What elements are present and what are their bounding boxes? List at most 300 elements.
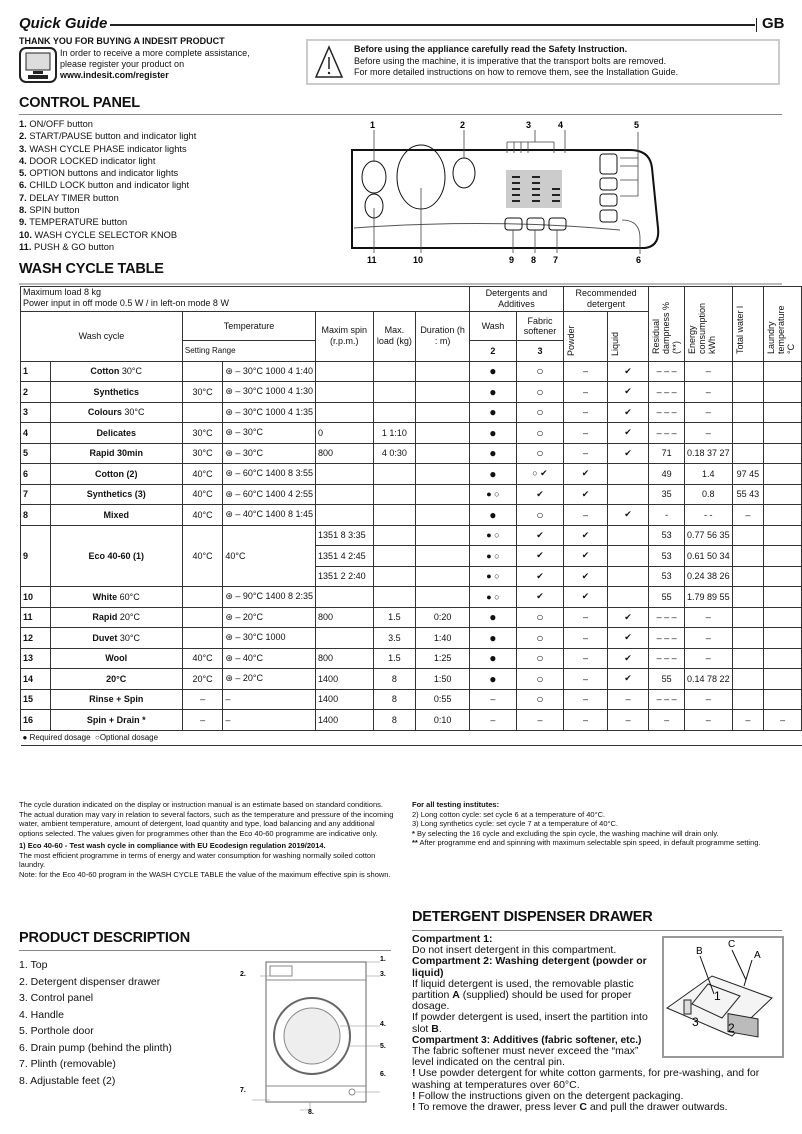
header-detergents: Detergents and Additives: [469, 287, 563, 312]
header-recommended: Recommended detergent: [564, 287, 649, 312]
energy: - -: [685, 505, 733, 526]
table-row: [21, 669, 802, 690]
max-spin: [316, 628, 374, 649]
max-spin: 1400: [316, 669, 374, 690]
max-spin: 1400: [316, 710, 374, 731]
compartment-2-text: If liquid detergent is used, the removable plastic partition A (supplied) should be used for proper dosage.: [412, 977, 634, 1013]
cycle-number: 8: [21, 505, 51, 526]
temperature: 20°C: [182, 669, 222, 690]
cycle-number: 12: [21, 628, 51, 649]
residual-dampness: – – –: [649, 361, 685, 382]
figure-label: B: [696, 946, 703, 957]
divider: [19, 114, 782, 115]
energy: 0.18 37 27: [685, 443, 733, 464]
drawer-heading: DETERGENT DISPENSER DRAWER: [412, 909, 653, 925]
callout-label: 3: [526, 120, 532, 130]
powder: –: [564, 689, 608, 710]
table-row: [21, 361, 802, 382]
temperature: [182, 628, 222, 649]
list-item: 6. CHILD LOCK button and indicator light: [19, 180, 190, 191]
table-row: [21, 607, 802, 628]
callout-label: 4: [558, 120, 564, 130]
powder: –: [564, 382, 608, 403]
setting-range: ⊛ – 30°C 1000 4 1:30: [223, 382, 316, 403]
laundry-temp: [764, 607, 802, 628]
total-water: [732, 689, 764, 710]
softener-dosage: ○: [516, 382, 563, 403]
setting-range: ⊛ – 60°C 1400 8 3:55: [223, 464, 316, 485]
max-load: [373, 525, 416, 546]
setting-range: ⊛ – 30°C 1000 4 1:35: [223, 402, 316, 423]
softener-dosage: ○: [516, 402, 563, 423]
list-item: 7. Plinth (removable): [19, 1058, 116, 1070]
list-item: 1. ON/OFF button: [19, 119, 93, 129]
callout-label: 7.: [240, 1087, 246, 1094]
wash-dosage: ● ○: [469, 484, 516, 505]
header-liquid: Liquid: [608, 312, 649, 362]
table-row: [21, 423, 802, 444]
liquid: ✔: [608, 423, 649, 444]
setting-range: ⊛ – 30°C: [223, 443, 316, 464]
safety-notice: [306, 39, 780, 85]
table-caption: Maximum load 8 kg Power input in off mode 0.5 W / in left-on mode 8 W: [21, 287, 470, 312]
setting-range: ⊛ – 30°C: [223, 423, 316, 444]
liquid: ✔: [608, 402, 649, 423]
liquid: –: [608, 710, 649, 731]
liquid: [608, 464, 649, 485]
wash-cycle-table: [20, 286, 802, 746]
temperature: [182, 361, 222, 382]
total-water: 97 45: [732, 464, 764, 485]
figure-label: A: [754, 950, 761, 961]
cycle-name: Rapid 20°C: [50, 607, 182, 628]
max-load: [373, 382, 416, 403]
powder: –: [564, 361, 608, 382]
table-row: [21, 525, 802, 546]
table-row: [21, 505, 802, 526]
header-powder: Powder: [564, 312, 608, 362]
washing-machine-diagram: [230, 952, 400, 1117]
laundry-temp: [764, 669, 802, 690]
setting-range: –: [223, 710, 316, 731]
setting-range: 40°C: [223, 525, 316, 587]
header-temperature: Temperature: [182, 312, 315, 341]
duration: 1:50: [416, 669, 470, 690]
wash-cycle-table-heading: WASH CYCLE TABLE: [19, 261, 164, 277]
powder: ✔: [564, 546, 608, 567]
header-setting-range: Setting Range: [182, 341, 315, 362]
cycle-number: 2: [21, 382, 51, 403]
liquid: –: [608, 689, 649, 710]
softener-dosage: ○: [516, 505, 563, 526]
residual-dampness: 53: [649, 566, 685, 587]
energy: 0.77 56 35: [685, 525, 733, 546]
max-load: 8: [373, 710, 416, 731]
residual-dampness: – – –: [649, 402, 685, 423]
max-load: 1 1:10: [373, 423, 416, 444]
liquid: ✔: [608, 443, 649, 464]
laundry-temp: [764, 382, 802, 403]
cycle-number: 10: [21, 587, 51, 608]
header-energy: Energy consumption kWh: [685, 287, 733, 362]
temperature: 30°C: [182, 423, 222, 444]
list-item: 8. SPIN button: [19, 205, 80, 216]
max-load: 1.5: [373, 648, 416, 669]
list-item: 4. Handle: [19, 1008, 64, 1021]
duration: [416, 505, 470, 526]
energy: –: [685, 648, 733, 669]
energy: 0.14 78 22: [685, 669, 733, 690]
compartment-2-title: Compartment 2: Washing detergent (powder or liquid): [412, 955, 647, 979]
max-spin: [316, 484, 374, 505]
residual-dampness: – – –: [649, 689, 685, 710]
callout-label: 2: [460, 120, 466, 130]
duration: 1:40: [416, 628, 470, 649]
compartment-1-title: Compartment 1:: [412, 933, 493, 945]
max-load: 1.5: [373, 607, 416, 628]
duration: [416, 566, 470, 587]
header-load: Max. load (kg): [373, 312, 416, 362]
laundry-temp: [764, 587, 802, 608]
softener-dosage: ✔: [516, 587, 563, 608]
figure-label: 2: [728, 1021, 735, 1035]
computer-icon: [19, 47, 57, 83]
cycle-name: Cotton 30°C: [50, 361, 182, 382]
testing-heading: For all testing institutes:: [412, 800, 500, 809]
liquid: ✔: [608, 361, 649, 382]
energy: 1.79 89 55: [685, 587, 733, 608]
wash-dosage: ●: [469, 423, 516, 444]
register-line: In order to receive a more complete assistance,: [60, 48, 250, 58]
max-load: 8: [373, 669, 416, 690]
table-row: [21, 628, 802, 649]
laundry-temp: [764, 361, 802, 382]
total-water: [732, 443, 764, 464]
total-water: [732, 628, 764, 649]
liquid: ✔: [608, 648, 649, 669]
softener-dosage: ○: [516, 443, 563, 464]
residual-dampness: – – –: [649, 382, 685, 403]
laundry-temp: [764, 464, 802, 485]
register-heading: THANK YOU FOR BUYING A INDESIT PRODUCT: [19, 36, 225, 46]
softener-dosage: ○: [516, 361, 563, 382]
duration: [416, 464, 470, 485]
callout-label: 6: [636, 255, 642, 265]
residual-dampness: – – –: [649, 423, 685, 444]
list-item: 1. Top: [19, 959, 48, 971]
wash-dosage: ●: [469, 361, 516, 382]
powder: ✔: [564, 525, 608, 546]
title-rule-end: [756, 18, 757, 32]
list-item: 2. Detergent dispenser drawer: [19, 975, 161, 988]
divider: [412, 930, 782, 931]
total-water: [732, 587, 764, 608]
max-spin: [316, 464, 374, 485]
residual-dampness: 55: [649, 669, 685, 690]
setting-range: ⊛ – 30°C 1000: [223, 628, 316, 649]
max-spin: [316, 382, 374, 403]
setting-range: ⊛ – 90°C 1400 8 2:35: [223, 587, 316, 608]
callout-label: 8.: [308, 1109, 314, 1116]
powder: –: [564, 443, 608, 464]
total-water: 55 43: [732, 484, 764, 505]
table-row: [21, 689, 802, 710]
list-item: 3. Control panel: [19, 992, 94, 1004]
liquid: ✔: [608, 607, 649, 628]
total-water: [732, 607, 764, 628]
cycle-name: Synthetics (3): [50, 484, 182, 505]
wash-dosage: ● ○: [469, 546, 516, 567]
warning-line: ! Use powder detergent for white cotton garments, for pre-washing, and for washing at temperatures over 60°C.: [412, 1067, 760, 1091]
softener-dosage: ○: [516, 628, 563, 649]
residual-dampness: – – –: [649, 648, 685, 669]
duration: [416, 443, 470, 464]
list-item: 4. DOOR LOCKED indicator light: [19, 155, 156, 166]
wash-dosage: ●: [469, 648, 516, 669]
table-row: [21, 443, 802, 464]
warning-icon: [314, 45, 344, 79]
max-load: 8: [373, 689, 416, 710]
softener-dosage: ○ ✔: [516, 464, 563, 485]
table-legend: ● Required dosage ○Optional dosage: [21, 730, 802, 745]
callout-label: 10: [413, 255, 424, 265]
laundry-temp: [764, 546, 802, 567]
wash-dosage: ●: [469, 628, 516, 649]
energy: –: [685, 710, 733, 731]
header-laundry-temp: Laundry temperature °C: [764, 287, 802, 362]
callout-label: 1.: [380, 956, 386, 963]
energy: 0.8: [685, 484, 733, 505]
total-water: [732, 546, 764, 567]
register-text: [60, 48, 250, 81]
callout-label: 6.: [380, 1071, 386, 1078]
energy: 1.4: [685, 464, 733, 485]
compartment-3-text: The fabric softener must never exceed the “max” level indicated on the central pin.: [412, 1045, 639, 1069]
powder: –: [564, 402, 608, 423]
eco-note-heading: 1) Eco 40-60 - Test wash cycle in compliance with EU Ecodesign regulation 2019/2014.: [19, 841, 326, 850]
softener-dosage: ✔: [516, 525, 563, 546]
laundry-temp: [764, 443, 802, 464]
energy: –: [685, 382, 733, 403]
list-item: 6. Drain pump (behind the plinth): [19, 1041, 172, 1054]
wash-dosage: ● ○: [469, 525, 516, 546]
product-description-heading: PRODUCT DESCRIPTION: [19, 930, 191, 946]
max-spin: 1351 4 2:45: [316, 546, 374, 567]
cycle-number: 1: [21, 361, 51, 382]
max-spin: 800: [316, 648, 374, 669]
temperature: –: [182, 710, 222, 731]
figure-label: C: [728, 939, 736, 950]
dispenser-drawer-diagram: [662, 936, 784, 1058]
max-spin: [316, 402, 374, 423]
wash-dosage: ●: [469, 607, 516, 628]
liquid: ✔: [608, 628, 649, 649]
wash-dosage: ●: [469, 669, 516, 690]
table-row: [21, 484, 802, 505]
duration: [416, 423, 470, 444]
max-load: [373, 587, 416, 608]
notes-left: [19, 800, 394, 879]
laundry-temp: –: [764, 710, 802, 731]
cycle-number: 16: [21, 710, 51, 731]
wash-dosage: –: [469, 689, 516, 710]
table-row: [21, 382, 802, 403]
max-load: [373, 546, 416, 567]
total-water: [732, 566, 764, 587]
laundry-temp: [764, 402, 802, 423]
list-item: 3. WASH CYCLE PHASE indicator lights: [19, 143, 187, 154]
cycle-number: 7: [21, 484, 51, 505]
callout-label: 5.: [380, 1043, 386, 1050]
wash-dosage: ● ○: [469, 587, 516, 608]
callout-label: 4.: [380, 1021, 386, 1028]
powder: ✔: [564, 587, 608, 608]
residual-dampness: 55: [649, 587, 685, 608]
duration: 1:25: [416, 648, 470, 669]
header-softener: Fabric softener: [516, 312, 563, 341]
residual-dampness: – – –: [649, 607, 685, 628]
product-parts-list: [19, 957, 172, 1089]
cycle-name: Colours 30°C: [50, 402, 182, 423]
total-water: [732, 382, 764, 403]
energy: –: [685, 628, 733, 649]
energy: 0.61 50 34: [685, 546, 733, 567]
liquid: [608, 566, 649, 587]
total-water: –: [732, 505, 764, 526]
setting-range: ⊛ – 40°C 1400 8 1:45: [223, 505, 316, 526]
callout-label: 8: [531, 255, 537, 265]
liquid: [608, 484, 649, 505]
cycle-name: Cotton (2): [50, 464, 182, 485]
list-item: 5. Porthole door: [19, 1025, 94, 1037]
max-load: [373, 505, 416, 526]
setting-range: –: [223, 689, 316, 710]
setting-range: ⊛ – 20°C: [223, 607, 316, 628]
wash-dosage: ●: [469, 505, 516, 526]
total-water: –: [732, 710, 764, 731]
residual-dampness: 49: [649, 464, 685, 485]
list-item: 7. DELAY TIMER button: [19, 192, 119, 203]
note-paragraph: The most efficient programme in terms of energy and water consumption for washing normally soiled cotton laundry.: [19, 850, 376, 869]
powder: –: [564, 669, 608, 690]
duration: 0:10: [416, 710, 470, 731]
total-water: [732, 669, 764, 690]
powder: –: [564, 628, 608, 649]
wash-dosage: –: [469, 710, 516, 731]
temperature: 40°C: [182, 505, 222, 526]
setting-range: ⊛ – 20°C: [223, 669, 316, 690]
temperature: [182, 402, 222, 423]
temperature: 40°C: [182, 464, 222, 485]
cycle-number: 15: [21, 689, 51, 710]
cycle-name: White 60°C: [50, 587, 182, 608]
notes-right: [412, 800, 787, 848]
callout-label: 2.: [240, 971, 246, 978]
header-wash-number: 2: [469, 341, 516, 362]
cycle-number: 11: [21, 607, 51, 628]
softener-dosage: –: [516, 710, 563, 731]
laundry-temp: [764, 566, 802, 587]
cycle-name: Rapid 30min: [50, 443, 182, 464]
cycle-name: Wool: [50, 648, 182, 669]
header-duration: Duration (h : m): [416, 312, 470, 362]
max-spin: [316, 361, 374, 382]
powder: –: [564, 505, 608, 526]
softener-dosage: ✔: [516, 546, 563, 567]
safety-line: For more detailed instructions on how to remove them, see the Installation Guide.: [354, 67, 679, 77]
liquid: ✔: [608, 505, 649, 526]
duration: 0:55: [416, 689, 470, 710]
compartment-1-text: Do not insert detergent in this compartment.: [412, 944, 617, 957]
setting-range: ⊛ – 40°C: [223, 648, 316, 669]
register-link[interactable]: www.indesit.com/register: [60, 70, 169, 80]
note-line: ** After programme end and spinning with maximum selectable spin speed, in default programme setting.: [412, 838, 761, 847]
powder: –: [564, 607, 608, 628]
note-line: * By selecting the 16 cycle and excluding the spin cycle, the washing machine will drain only.: [412, 828, 719, 838]
softener-dosage: ○: [516, 423, 563, 444]
compartment-3-title: Compartment 3: Additives (fabric softener, etc.): [412, 1034, 642, 1046]
wash-dosage: ● ○: [469, 566, 516, 587]
duration: [416, 587, 470, 608]
table-row: [21, 402, 802, 423]
duration: [416, 402, 470, 423]
residual-dampness: 53: [649, 546, 685, 567]
max-spin: 800: [316, 443, 374, 464]
cycle-name: Rinse + Spin: [50, 689, 182, 710]
wash-dosage: ●: [469, 464, 516, 485]
residual-dampness: 71: [649, 443, 685, 464]
cycle-number: 14: [21, 669, 51, 690]
laundry-temp: [764, 689, 802, 710]
laundry-temp: [764, 628, 802, 649]
header-wash: Wash: [469, 312, 516, 341]
list-item: 10. WASH CYCLE SELECTOR KNOB: [19, 229, 178, 240]
note-paragraph: The cycle duration indicated on the display or instruction manual is an estimate based on standard conditions. The actual duration may vary in relation to several factors, such as the temperature and pressure of the incoming water, ambient temperature, amount of detergent, load quantity and type, load balancing and any additional options selected. The values given for programmes other than the Eco 40-60 programme are indicative only.: [19, 800, 394, 838]
language-code: GB: [762, 15, 785, 32]
max-load: 4 0:30: [373, 443, 416, 464]
note-line: 2) Long cotton cycle: set cycle 6 at a temperature of 40°C.: [412, 809, 606, 819]
cycle-number: 5: [21, 443, 51, 464]
duration: [416, 525, 470, 546]
header-residual-dampness: Residual dampness % (**): [649, 287, 685, 362]
page-title: Quick Guide: [19, 15, 108, 32]
cycle-name: Synthetics: [50, 382, 182, 403]
cycle-number: 13: [21, 648, 51, 669]
residual-dampness: 53: [649, 525, 685, 546]
cycle-name: Duvet 30°C: [50, 628, 182, 649]
laundry-temp: [764, 525, 802, 546]
cycle-name: Delicates: [50, 423, 182, 444]
cycle-number: 3: [21, 402, 51, 423]
laundry-temp: [764, 505, 802, 526]
energy: –: [685, 607, 733, 628]
header-water: Total water l: [732, 287, 764, 362]
setting-range: ⊛ – 60°C 1400 4 2:55: [223, 484, 316, 505]
divider: [19, 283, 782, 285]
wash-dosage: ●: [469, 402, 516, 423]
residual-dampness: -: [649, 505, 685, 526]
temperature: –: [182, 689, 222, 710]
max-spin: [316, 505, 374, 526]
energy: –: [685, 689, 733, 710]
max-spin: 800: [316, 607, 374, 628]
header-softener-number: 3: [516, 341, 563, 362]
max-spin: [316, 587, 374, 608]
softener-dosage: ✔: [516, 566, 563, 587]
duration: [416, 361, 470, 382]
temperature: 30°C: [182, 443, 222, 464]
safety-line: Before using the machine, it is imperative that the transport bolts are removed.: [354, 55, 667, 66]
